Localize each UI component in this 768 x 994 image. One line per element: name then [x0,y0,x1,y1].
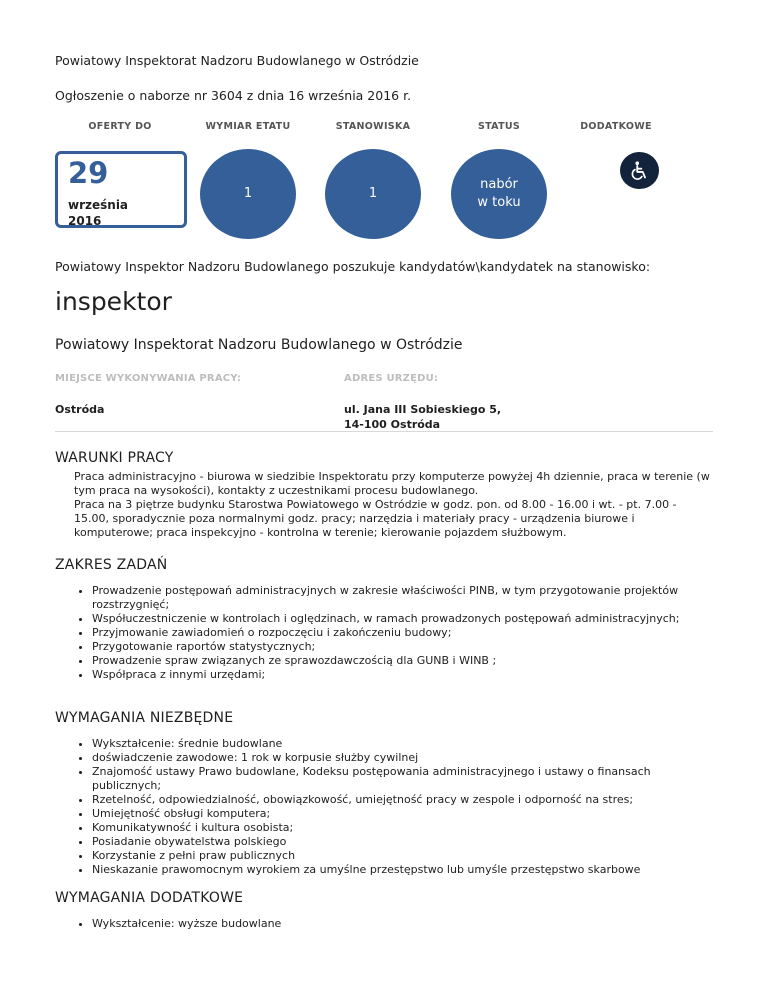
address-line1: ul. Jana III Sobieskiego 5, [344,403,502,416]
list-item: • Komunikatywność i kultura osobista; [92,821,712,835]
wheelchair-icon [620,152,659,189]
list-item: • Prowadzenie spraw związanych ze sprawozdawczością dla GUNB i WINB ; [92,654,712,668]
list-item: • Nieskazanie prawomocnym wyrokiem za umyślne przestępstwo lub umyśle przestępstwo skarbowe [92,863,712,877]
list-item: • Wykształcenie: średnie budowlane [92,737,712,751]
organization-name-secondary: Powiatowy Inspektorat Nadzoru Budowlanego w Ostródzie [55,337,463,353]
list-item: • Korzystanie z pełni praw publicznych [92,849,712,863]
header-extra: DODATKOWE [580,121,652,132]
divider [55,431,713,432]
position-title: inspektor [55,287,172,316]
address-value [344,402,501,432]
header-status: STATUS [477,121,521,132]
place-value: Ostróda [55,403,105,416]
list-item: • Przyjmowanie zawiadomień o rozpoczęciu i zakończeniu budowy; [92,626,712,640]
list-item: • Prowadzenie postępowań administracyjnych w zakresie właściwości PINB, w tym przygotowanie projektów rozstrzygnięć; [92,584,712,612]
seeks-text: Powiatowy Inspektor Nadzoru Budowlanego poszukuje kandydatów\kandydatek na stanowisko: [55,259,651,274]
deadline-month: września [68,198,129,212]
status-line1: nabór [480,177,518,192]
header-deadline: OFERTY DO [88,121,152,132]
additional-title: WYMAGANIA DODATKOWE [55,890,244,906]
conditions-title: WARUNKI PRACY [55,450,174,466]
address-line2: 14-100 Ostróda [344,418,441,431]
list-item: • Wykształcenie: wyższe budowlane [92,917,712,931]
deadline-month-year [68,197,128,229]
list-item: • Posiadanie obywatelstwa polskiego [92,835,712,849]
list-item: • Współuczestniczenie w kontrolach i oględzinach, w ramach prowadzonych postępowań administracyjnych; [92,612,712,626]
list-item: • Umiejętność obsługi komputera; [92,807,712,821]
positions-circle [325,149,421,239]
deadline-day: 29 [68,156,109,190]
list-item: • Współpraca z innymi urzędami; [92,668,712,682]
list-item: • Rzetelność, odpowiedzialność, obowiązkowość, umiejętność pracy w zespole i odporność na stres; [92,793,712,807]
additional-list [55,917,712,931]
deadline-box [55,151,187,228]
duties-title: ZAKRES ZADAŃ [55,557,168,573]
address-label: ADRES URZĘDU: [344,373,439,384]
notice-title: Ogłoszenie o naborze nr 3604 z dnia 16 września 2016 r. [55,88,412,103]
header-etat: WYMIAR ETATU [205,121,291,132]
positions-value: 1 [368,186,378,201]
status-value [477,176,520,212]
header-positions: STANOWISKA [335,121,411,132]
conditions-text: Praca administracyjno - biurowa w siedzibie Inspektoratu przy komputerze powyżej 4h dziennie, praca w terenie (w tym praca na wysokości), kontakty z uczestnikami procesu budowlanego. Praca na 3 piętrze budynku Starostwa Powiatowego w Ostródzie w godz. pon. od 8.00 - 16.00 i wt. - pt. 7.00 - 15.00, sporadycznie poza normalnymi godz. pracy; narzędzia i materiały pracy - urządzenia biurowe i komputerowe; praca inspekcyjno - kontrolna w terenie; kierowanie pojazdem służbowym. [74,470,710,539]
requirements-title: WYMAGANIA NIEZBĘDNE [55,710,234,726]
deadline-year: 2016 [68,214,102,228]
duties-list [55,584,712,682]
list-item: • doświadczenie zawodowe: 1 rok w korpusie służby cywilnej [92,751,712,765]
status-line2: w toku [477,195,521,210]
list-item: • Znajomość ustawy Prawo budowlane, Kodeksu postępowania administracyjnego i ustawy o finansach publicznych; [92,765,712,793]
etat-circle [200,149,296,239]
status-circle [451,149,547,239]
place-label: MIEJSCE WYKONYWANIA PRACY: [55,373,242,384]
organization-name: Powiatowy Inspektorat Nadzoru Budowlanego w Ostródzie [55,53,419,68]
requirements-list [55,737,712,877]
etat-value: 1 [243,186,253,201]
list-item: • Przygotowanie raportów statystycznych; [92,640,712,654]
